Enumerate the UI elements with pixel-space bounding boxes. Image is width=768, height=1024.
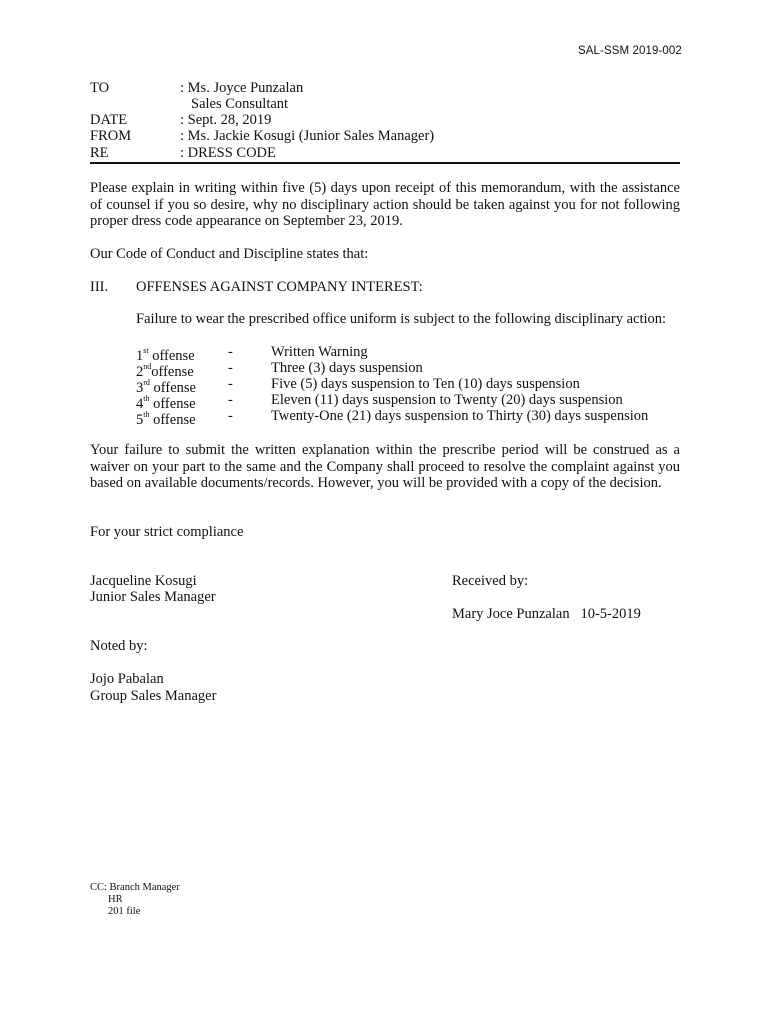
offense-row: [136, 360, 696, 380]
offense-action: Eleven (11) days suspension to Twenty (20) days suspension: [271, 392, 623, 408]
header-label-re: RE: [90, 145, 109, 161]
header-value-to: : Ms. Joyce Punzalan: [180, 80, 304, 96]
offense-ordinal: 1st offense: [136, 346, 195, 364]
header-value-to-title: Sales Consultant: [191, 96, 289, 112]
sender-name: Jacqueline Kosugi: [90, 573, 197, 589]
body-paragraph-3: Your failure to submit the written explanation within the prescribe period will be construed as a waiver on your part to the same and the Company shall proceed to resolve the complaint against you based on available documents/records. However, you will be provided with a copy of the decision.: [90, 442, 680, 491]
section-intro: Failure to wear the prescribed office uniform is subject to the following disciplinary action:: [136, 311, 667, 327]
offense-dash: -: [228, 376, 233, 392]
offense-action: Three (3) days suspension: [271, 360, 423, 376]
header-value-re: : DRESS CODE: [180, 145, 276, 161]
offense-row: [136, 344, 696, 364]
offense-ordinal: 5th offense: [136, 410, 196, 428]
offense-row: [136, 408, 696, 428]
offense-row: [136, 376, 696, 396]
offense-dash: -: [228, 392, 233, 408]
header-value-date: : Sept. 28, 2019: [180, 112, 272, 128]
header-value-from: : Ms. Jackie Kosugi (Junior Sales Manager): [180, 128, 435, 144]
section-title: OFFENSES AGAINST COMPANY INTEREST:: [136, 279, 423, 295]
body-paragraph-2: Our Code of Conduct and Discipline states that:: [90, 246, 369, 262]
offense-dash: -: [228, 408, 233, 424]
cc-item: 201 file: [108, 906, 141, 917]
received-by-line: Mary Joce Punzalan 10-5-2019: [452, 606, 641, 622]
closing-line: For your strict compliance: [90, 524, 244, 540]
header-label-from: FROM: [90, 128, 132, 144]
document-reference: SAL-SSM 2019-002: [578, 45, 682, 57]
cc-block: [90, 882, 180, 918]
header-divider: [90, 162, 680, 164]
sender-title: Junior Sales Manager: [90, 589, 216, 605]
offense-ordinal: 4th offense: [136, 394, 196, 412]
section-number: III.: [90, 279, 109, 295]
noted-by-name: Jojo Pabalan: [90, 671, 164, 687]
cc-item: HR: [108, 894, 123, 905]
cc-label: CC: Branch Manager: [90, 882, 180, 893]
offense-dash: -: [228, 344, 233, 360]
noted-by-title: Group Sales Manager: [90, 688, 217, 704]
header-label-date: DATE: [90, 112, 128, 128]
received-by-label: Received by:: [452, 573, 529, 589]
offense-ordinal: 3rd offense: [136, 378, 196, 396]
header-label-to: TO: [90, 80, 110, 96]
offense-action: Written Warning: [271, 344, 368, 360]
offense-row: [136, 392, 696, 412]
body-paragraph-1: Please explain in writing within five (5) days upon receipt of this memorandum, with the assistance of counsel if you so desire, why no disciplinary action should be taken against you for not following proper dress code appearance on September 23, 2019.: [90, 180, 680, 229]
offense-dash: -: [228, 360, 233, 376]
offense-action: Twenty-One (21) days suspension to Thirty (30) days suspension: [271, 408, 649, 424]
offense-ordinal: 2ndoffense: [136, 362, 194, 380]
noted-by-label: Noted by:: [90, 638, 148, 654]
offense-action: Five (5) days suspension to Ten (10) days suspension: [271, 376, 580, 392]
